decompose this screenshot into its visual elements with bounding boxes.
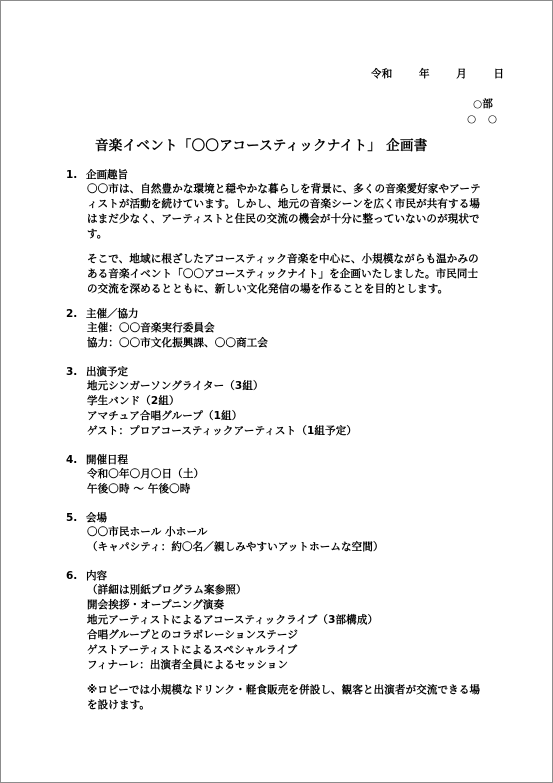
section-number: 1.	[66, 169, 78, 181]
section-heading-text: 主催／協力	[86, 308, 139, 320]
document-title: 音楽イベント「〇〇アコースティックナイト」 企画書	[95, 138, 428, 154]
section-heading-text: 開催日程	[86, 454, 128, 466]
section-2	[66, 307, 506, 351]
section-body	[66, 182, 506, 297]
text-line: 令和〇年〇月〇日（土）	[87, 468, 205, 480]
text-line: 午後〇時 ～ 午後〇時	[87, 483, 191, 495]
text-line: 主催：〇〇音楽実行委員会	[87, 322, 215, 334]
text-line: はまだ少なく、アーティストと住民の交流の機会が十分に整っていないのが現状で	[87, 213, 480, 225]
section-number: 6.	[66, 570, 78, 582]
section-body	[66, 525, 506, 555]
text-line: （キャパシティ：約〇名／親しみやすいアットホームな空間）	[87, 541, 384, 553]
text-line: 協力：〇〇市文化振興課、〇〇商工会	[87, 337, 269, 349]
section-1	[66, 168, 506, 297]
text-line: ィストが活動を続けています。しかし、地元の音楽シーンを広く市民が共有する場	[87, 198, 480, 210]
text-line: す。	[87, 228, 108, 240]
text-line: ゲスト：プロアコースティックアーティスト（1組予定）	[87, 425, 358, 437]
text-line: （詳細は別紙プログラム案参照）	[87, 584, 247, 596]
text-line: 地元アーティストによるアコースティックライブ（3部構成）	[87, 614, 379, 626]
text-line: 開会挨拶・オープニング演奏	[87, 599, 225, 611]
section-body	[66, 467, 506, 497]
section-5	[66, 511, 506, 555]
section-heading	[66, 569, 506, 583]
date-line: 令和 年 月 日	[371, 68, 505, 80]
department-name: ○部	[473, 98, 494, 110]
section-6	[66, 569, 506, 713]
section-heading-text: 出演予定	[86, 366, 128, 378]
section-heading	[66, 511, 506, 525]
section-4	[66, 453, 506, 497]
text-line: そこで、地域に根ざしたアコースティック音楽を中心に、小規模ながらも温かみの	[87, 253, 479, 265]
text-line: 〇〇市民ホール 小ホール	[87, 526, 208, 538]
section-body	[66, 379, 506, 439]
text-line: フィナーレ：出演者全員によるセッション	[87, 659, 289, 671]
text-line: の交流を深めるとともに、新しい文化発信の場を作ることを目的とします。	[87, 283, 449, 295]
section-heading	[66, 453, 506, 467]
text-line: を設けます。	[87, 699, 151, 711]
section-3	[66, 365, 506, 439]
text-line: ゲストアーティストによるスペシャルライブ	[87, 644, 298, 656]
text-line: アマチュア合唱グループ（1組）	[87, 410, 243, 422]
text-line: 地元シンガーソングライター（3組）	[87, 380, 264, 392]
section-body	[66, 583, 506, 713]
text-line: 学生バンド（2組）	[87, 395, 180, 407]
section-heading	[66, 365, 506, 379]
text-line: 〇〇市は、自然豊かな環境と穏やかな暮らしを背景に、多くの音楽愛好家やアーテ	[87, 183, 481, 195]
section-number: 3.	[66, 366, 78, 378]
text-line: 合唱グループとのコラボレーションステージ	[87, 629, 299, 641]
section-heading	[66, 307, 506, 321]
section-heading	[66, 168, 506, 182]
section-heading-text: 企画趣旨	[86, 169, 128, 181]
author-name: ○ ○	[467, 113, 501, 125]
paragraph-gap	[87, 242, 506, 252]
section-heading-text: 内容	[86, 570, 107, 582]
text-line: ※ロビーでは小規模なドリンク・軽食販売を併設し、観客と出演者が交流できる場	[87, 684, 481, 696]
section-heading-text: 会場	[86, 512, 107, 524]
paragraph-gap	[87, 673, 506, 683]
section-number: 5.	[66, 512, 78, 524]
text-line: ある音楽イベント「〇〇アコースティックナイト」を企画いたしました。市民同士	[87, 268, 479, 280]
section-number: 2.	[66, 308, 78, 320]
section-body	[66, 321, 506, 351]
section-number: 4.	[66, 454, 78, 466]
